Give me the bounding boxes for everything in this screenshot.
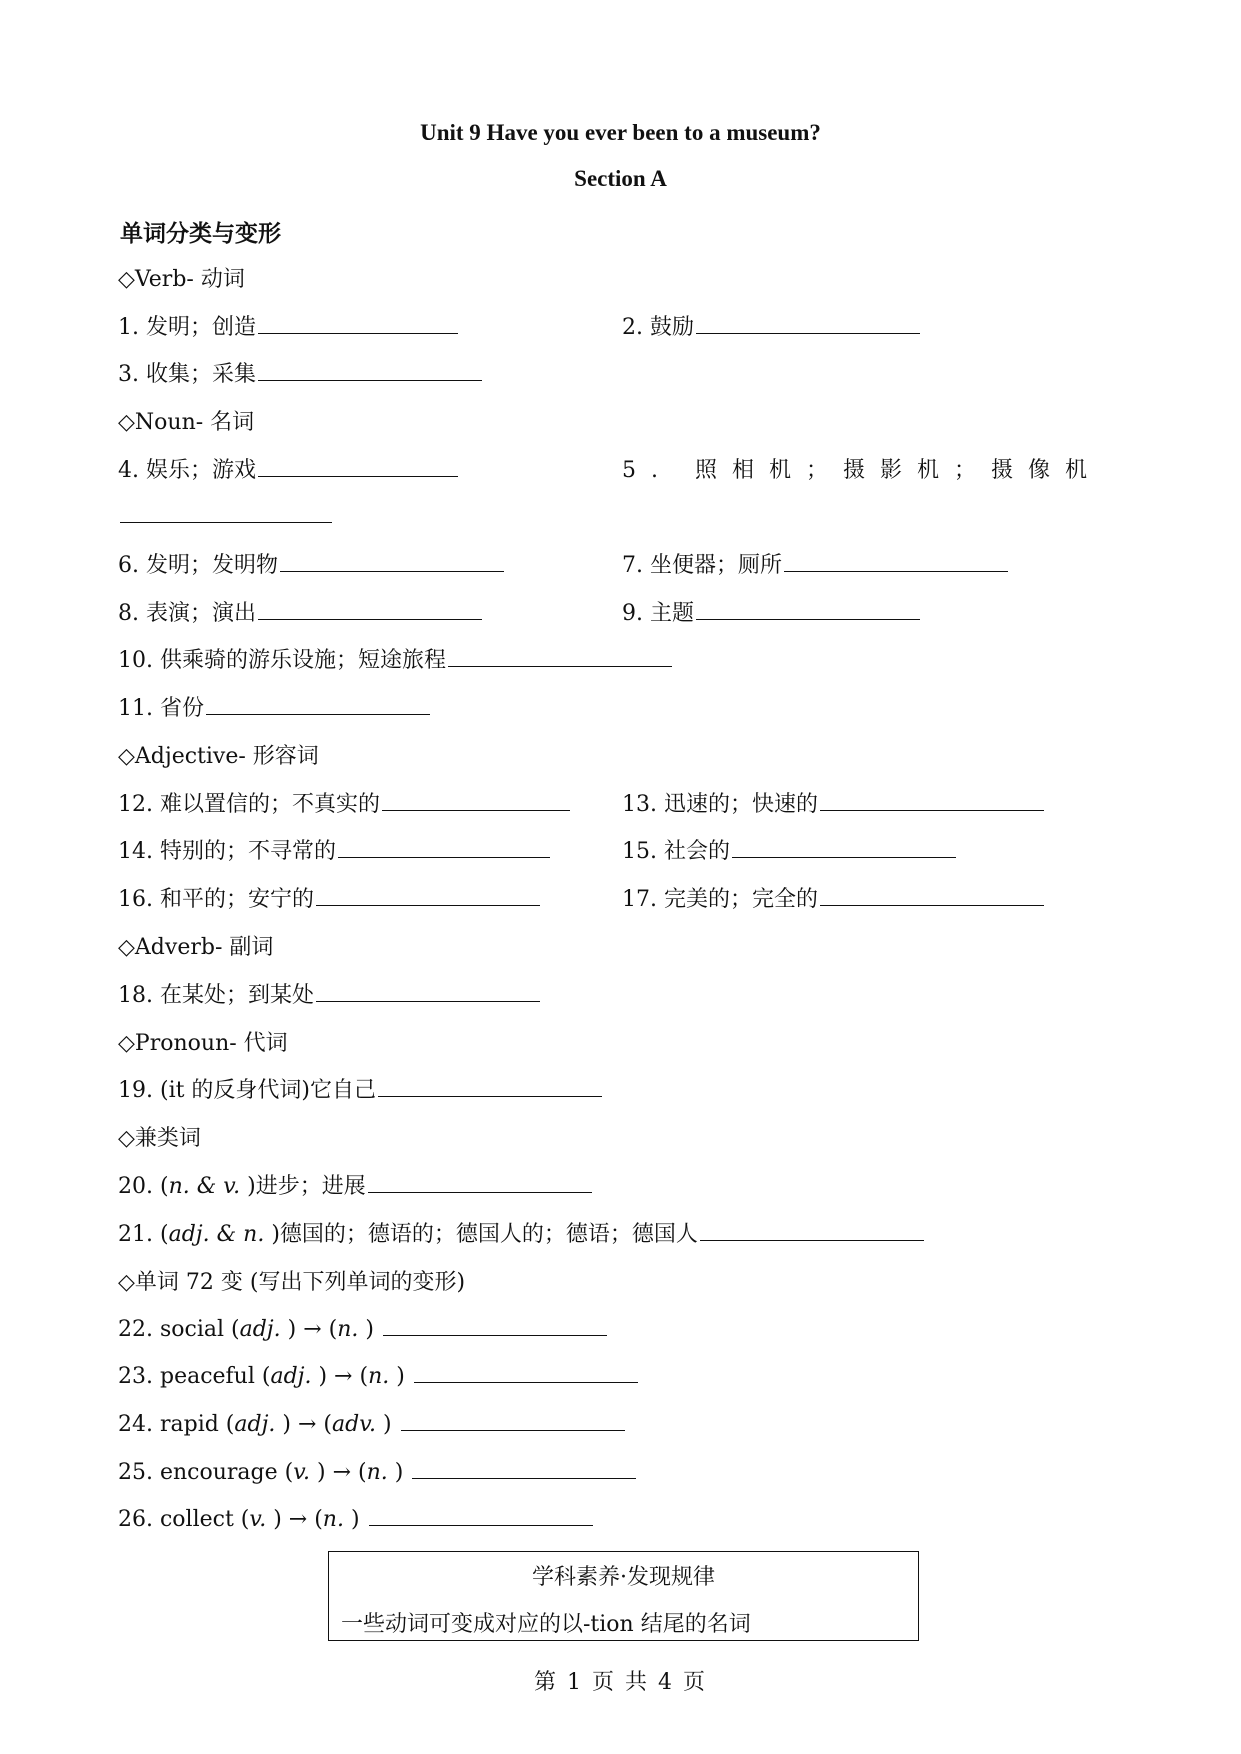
answer-blank[interactable]: [448, 644, 672, 667]
vocab-prompt: 21. (: [118, 1222, 169, 1247]
vocab-prompt: ): [358, 1317, 381, 1342]
vocab-prompt: 4. 娱乐；游戏: [118, 458, 256, 483]
vocab-item-10: [118, 643, 672, 674]
answer-blank[interactable]: [316, 979, 540, 1002]
vocab-item-5-blank-line: [118, 500, 332, 529]
vocab-prompt: 15. 社会的: [622, 839, 730, 864]
part-of-speech: n.: [366, 1460, 388, 1485]
vocab-prompt: ) → (: [311, 1364, 369, 1389]
section-title: Section A: [574, 166, 667, 191]
vocab-item-13: [622, 787, 1044, 818]
vocab-prompt: ): [387, 1460, 411, 1485]
vocab-item-11: [118, 691, 430, 722]
answer-blank[interactable]: [369, 1503, 593, 1526]
answer-blank[interactable]: [338, 835, 550, 858]
answer-blank[interactable]: [784, 549, 1008, 572]
vocab-item-26: [118, 1503, 593, 1532]
vocab-item-12: [118, 787, 570, 818]
answer-blank[interactable]: [412, 1456, 636, 1479]
vocab-prompt: 18. 在某处；到某处: [118, 983, 314, 1008]
vocab-prompt: 11. 省份: [118, 696, 204, 721]
vocab-item-19: [118, 1073, 602, 1104]
answer-blank[interactable]: [700, 1218, 924, 1241]
vocab-item-15: [622, 834, 956, 865]
category-transform: ◇单词 72 变 (写出下列单词的变形): [118, 1270, 466, 1295]
unit-title: Unit 9 Have you ever been to a museum?: [420, 120, 821, 145]
part-of-speech: n.: [337, 1317, 359, 1342]
part-of-speech: v.: [249, 1507, 267, 1532]
vocab-item-2: [622, 310, 920, 341]
vocab-prompt: 14. 特别的；不寻常的: [118, 839, 336, 864]
vocab-item-21: [118, 1217, 924, 1248]
vocab-item-6: [118, 548, 504, 579]
answer-blank[interactable]: [732, 835, 956, 858]
vocab-item-22: [118, 1313, 607, 1342]
vocab-prompt: 26. collect (: [118, 1507, 250, 1532]
answer-blank[interactable]: [120, 500, 332, 523]
vocab-prompt: 8. 表演；演出: [118, 601, 256, 626]
answer-blank[interactable]: [258, 358, 482, 381]
answer-blank[interactable]: [820, 788, 1044, 811]
answer-blank[interactable]: [206, 692, 430, 715]
category-pronoun: ◇Pronoun- 代词: [118, 1031, 288, 1056]
answer-blank[interactable]: [368, 1170, 592, 1193]
vocab-prompt: 25. encourage (: [118, 1460, 294, 1485]
vocab-item-23: [118, 1360, 638, 1389]
vocab-item-8: [118, 596, 482, 627]
vocab-item-20: [118, 1169, 592, 1200]
part-of-speech: adj.: [234, 1412, 276, 1437]
vocab-item-24: [118, 1408, 625, 1437]
vocab-prompt: 17. 完美的；完全的: [622, 887, 818, 912]
worksheet-heading: 单词分类与变形: [120, 220, 281, 247]
vocab-prompt: 2. 鼓励: [622, 315, 694, 340]
vocab-prompt: 9. 主题: [622, 601, 694, 626]
vocab-item-9: [622, 596, 920, 627]
part-of-speech: adj.: [270, 1364, 312, 1389]
tip-title: 学科素养·发现规律: [532, 1565, 715, 1590]
vocab-prompt: )进步；进展: [240, 1174, 366, 1199]
vocab-item-18: [118, 978, 540, 1009]
vocab-item-4: [118, 453, 458, 484]
part-of-speech: n.: [368, 1364, 390, 1389]
vocab-prompt: ): [389, 1364, 412, 1389]
part-of-speech: adj. & n.: [168, 1222, 265, 1247]
answer-blank[interactable]: [696, 311, 920, 334]
vocab-prompt: 3. 收集；采集: [118, 362, 256, 387]
answer-blank[interactable]: [696, 597, 920, 620]
vocab-prompt: ) → (: [275, 1412, 333, 1437]
vocab-prompt: ): [343, 1507, 367, 1532]
answer-blank[interactable]: [258, 311, 458, 334]
vocab-item-7: [622, 548, 1008, 579]
category-adjective: ◇Adjective- 形容词: [118, 744, 319, 769]
answer-blank[interactable]: [316, 883, 540, 906]
vocab-prompt: ): [376, 1412, 399, 1437]
part-of-speech: n. & v.: [168, 1174, 241, 1199]
vocab-prompt: 6. 发明；发明物: [118, 553, 278, 578]
answer-blank[interactable]: [820, 883, 1044, 906]
vocab-prompt: 7. 坐便器；厕所: [622, 553, 782, 578]
vocab-prompt: 19. (it 的反身代词)它自己: [118, 1078, 377, 1103]
answer-blank[interactable]: [280, 549, 504, 572]
part-of-speech: v.: [293, 1460, 311, 1485]
part-of-speech: adj.: [239, 1317, 281, 1342]
vocab-prompt: 24. rapid (: [118, 1412, 235, 1437]
answer-blank[interactable]: [258, 597, 482, 620]
vocab-prompt: 13. 迅速的；快速的: [622, 792, 818, 817]
tip-text: 一些动词可变成对应的以-tion 结尾的名词: [341, 1612, 751, 1637]
vocab-item-1: [118, 310, 458, 341]
answer-blank[interactable]: [414, 1360, 638, 1383]
part-of-speech: n.: [322, 1507, 344, 1532]
vocab-prompt: 20. (: [118, 1174, 169, 1199]
category-adverb: ◇Adverb- 副词: [118, 935, 274, 960]
answer-blank[interactable]: [401, 1408, 625, 1431]
vocab-prompt: ) → (: [310, 1460, 367, 1485]
category-multi: ◇兼类词: [118, 1126, 201, 1151]
vocab-item-14: [118, 834, 550, 865]
answer-blank[interactable]: [378, 1074, 602, 1097]
answer-blank[interactable]: [383, 1313, 607, 1336]
vocab-prompt: 12. 难以置信的；不真实的: [118, 792, 380, 817]
vocab-item-3: [118, 357, 482, 388]
page-number: 第 1 页 共 4 页: [534, 1670, 707, 1695]
vocab-item-17: [622, 882, 1044, 913]
part-of-speech: adv.: [332, 1412, 377, 1437]
vocab-item-25: [118, 1456, 636, 1485]
vocab-prompt: 10. 供乘骑的游乐设施；短途旅程: [118, 648, 446, 673]
vocab-prompt: 1. 发明；创造: [118, 315, 256, 340]
vocab-prompt: )德国的；德语的；德国人的；德语；德国人: [264, 1222, 698, 1247]
answer-blank[interactable]: [382, 788, 570, 811]
vocab-prompt: 22. social (: [118, 1317, 240, 1342]
vocab-prompt: ) → (: [266, 1507, 323, 1532]
tip-box: [328, 1551, 919, 1641]
vocab-prompt: 16. 和平的；安宁的: [118, 887, 314, 912]
category-verb: ◇Verb- 动词: [118, 267, 245, 292]
vocab-item-5: 5. 照相机；摄影机；摄像机: [622, 458, 1102, 483]
vocab-prompt: 23. peaceful (: [118, 1364, 271, 1389]
vocab-item-16: [118, 882, 540, 913]
vocab-prompt: ) → (: [280, 1317, 338, 1342]
answer-blank[interactable]: [258, 454, 458, 477]
category-noun: ◇Noun- 名词: [118, 410, 255, 435]
